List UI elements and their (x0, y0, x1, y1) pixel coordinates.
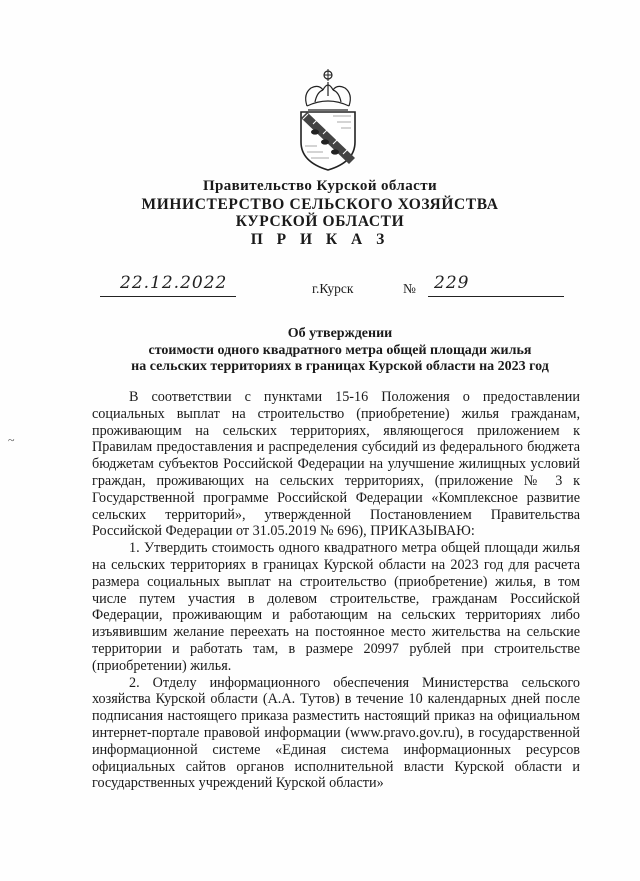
date-value: 22.12.2022 (120, 273, 228, 293)
city-label: г.Курск (312, 281, 354, 296)
number-value: 229 (434, 273, 470, 293)
date-field (100, 273, 236, 297)
margin-mark: ~ (8, 433, 15, 447)
ministry-heading-line1: МИНИСТЕРСТВО СЕЛЬСКОГО ХОЗЯЙСТВА (141, 196, 499, 213)
document-body (92, 389, 580, 792)
number-field (428, 273, 564, 297)
title-line3: на сельских территориях в границах Курской области на 2023 год (131, 359, 549, 374)
title-line1: Об утверждении (287, 326, 393, 341)
government-heading: Правительство Курской области (202, 178, 438, 194)
body-paragraph-item1: 1. Утвердить стоимость одного квадратного метра общей площади жилья на сельских территориях в границах Курской области на 2023 год для расчета размера социальных выплат на строительство (приобретение) жилья, в том числе путем участия в долевом строительстве, гражданам Российской Федерации, проживающим и работающим на сельских территориях либо изъявившим желание переехать на постоянное место жительства на сельские территории и работать там, в размере 20997 рублей при строительстве (приобретении) жилья. (92, 540, 580, 674)
document-type-heading: П Р И К А З (250, 231, 390, 248)
kursk-coat-of-arms-icon (293, 66, 363, 174)
title-line2: стоимости одного квадратного метра общей площади жилья (148, 343, 532, 358)
body-paragraph-preamble: В соответствии с пунктами 15-16 Положения о предоставлении социальных выплат на строительство (приобретение) жилья гражданам, проживающим на сельских территориях, являющегося приложением к Правилам предоставления и распределения субсидий из федерального бюджета бюджетам субъектов Российской Федерации на улучшение жилищных условий граждан, проживающих на сельских территориях, (приложение № 3 к Государственной программе Российской Федерации «Комплексное развитие сельских территорий», утвержденной Постановлением Правительства Российской Федерации от 31.05.2019 № 696), ПРИКАЗЫВАЮ: (92, 389, 580, 540)
ministry-heading-line2: КУРСКОЙ ОБЛАСТИ (235, 213, 405, 230)
body-paragraph-item2: 2. Отделу информационного обеспечения Министерства сельского хозяйства Курской области (А.А. Тутов) в течение 10 календарных дней после подписания настоящего приказа разместить настоящий приказ на официальном интернет-портале правовой информации (www.pravo.gov.ru), в государственной информационной системе «Единая система информационных ресурсов официальных сайтов органов исполнительной власти Курской области и государственных учреждений Курской области» (92, 674, 580, 792)
number-sign: № (403, 281, 416, 296)
